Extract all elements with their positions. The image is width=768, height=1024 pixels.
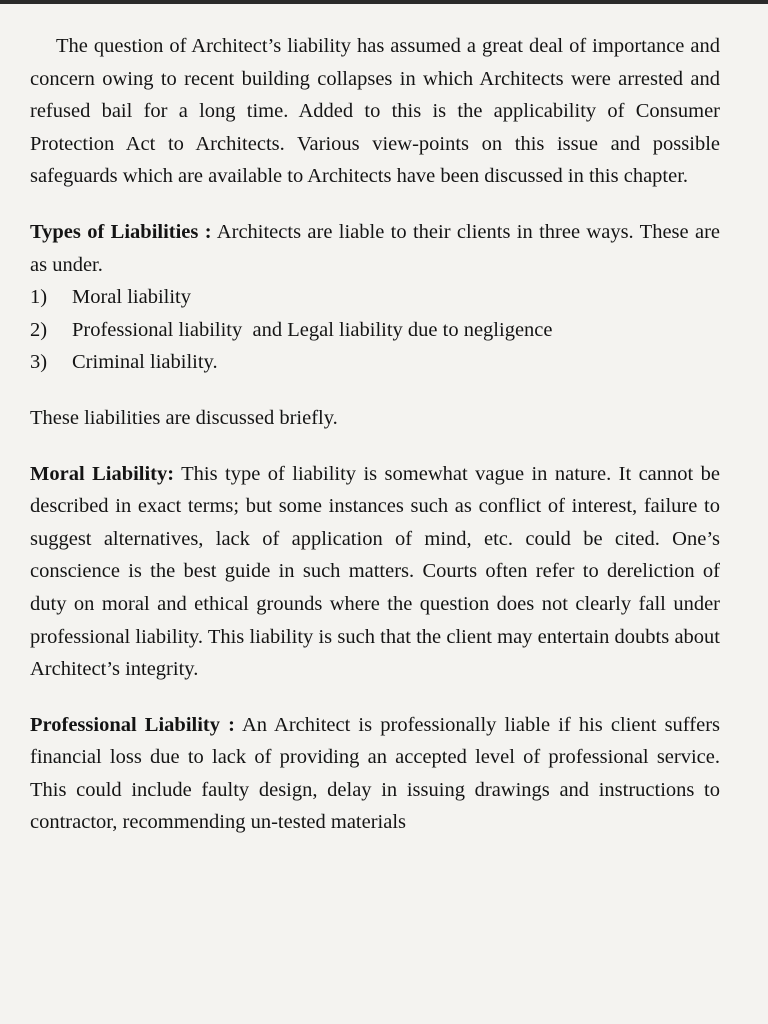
spacer: [30, 686, 720, 709]
professional-text: An Architect is professionally liable if his client suffers financial loss due to lack of providing an accepted level of professional service. This could include faulty design, delay in issuing drawings and instructions to contractor, recommending un-tested materials: [30, 713, 720, 834]
liability-list: [30, 281, 720, 379]
intro-paragraph: [30, 30, 720, 193]
spacer: [30, 193, 720, 216]
types-paragraph: [30, 216, 720, 281]
list-item-label: Criminal liability.: [72, 351, 218, 374]
moral-heading: Moral Liability:: [30, 462, 175, 485]
list-item-label: Professional liability and Legal liability due to negligence: [72, 318, 553, 341]
types-text: Architects are liable to their clients in three ways. These are as under.: [30, 220, 720, 276]
moral-text: This type of liability is somewhat vague in nature. It cannot be described in exact terms; but some instances such as conflict of interest, failure to suggest alternatives, lack of application of mind, etc. could be cited. One’s conscience is the best guide in such matters. Courts often refer to dereliction of duty on moral and ethical grounds where the question does not clearly fall under professional liability. This liability is such that the client may entertain doubts about Architect’s integrity.: [30, 462, 721, 681]
list-item: [30, 281, 720, 314]
spacer: [30, 379, 720, 402]
list-item-number: 2): [30, 318, 48, 341]
discussed-paragraph: [30, 402, 720, 435]
list-item: [30, 314, 720, 347]
professional-heading: Professional Liability :: [30, 713, 235, 736]
list-item-number: 3): [30, 351, 48, 374]
list-item: [30, 346, 720, 379]
list-item-number: 1): [30, 286, 48, 309]
spacer: [30, 435, 720, 458]
professional-paragraph: [30, 709, 720, 839]
intro-text: The question of Architect’s liability has assumed a great deal of importance and concern owing to recent building collapses in which Architects were arrested and refused bail for a long time. Added to this is the applicability of Consumer Protection Act to Architects. Various view-points on this issue and possible safeguards which are available to Architects have been discussed in this chapter.: [30, 35, 720, 188]
top-rule: [0, 0, 768, 4]
document-page: [30, 30, 720, 839]
moral-paragraph: [30, 458, 720, 686]
types-heading: Types of Liabilities :: [30, 220, 212, 243]
discussed-text: These liabilities are discussed briefly.: [30, 406, 338, 429]
list-item-label: Moral liability: [72, 286, 191, 309]
